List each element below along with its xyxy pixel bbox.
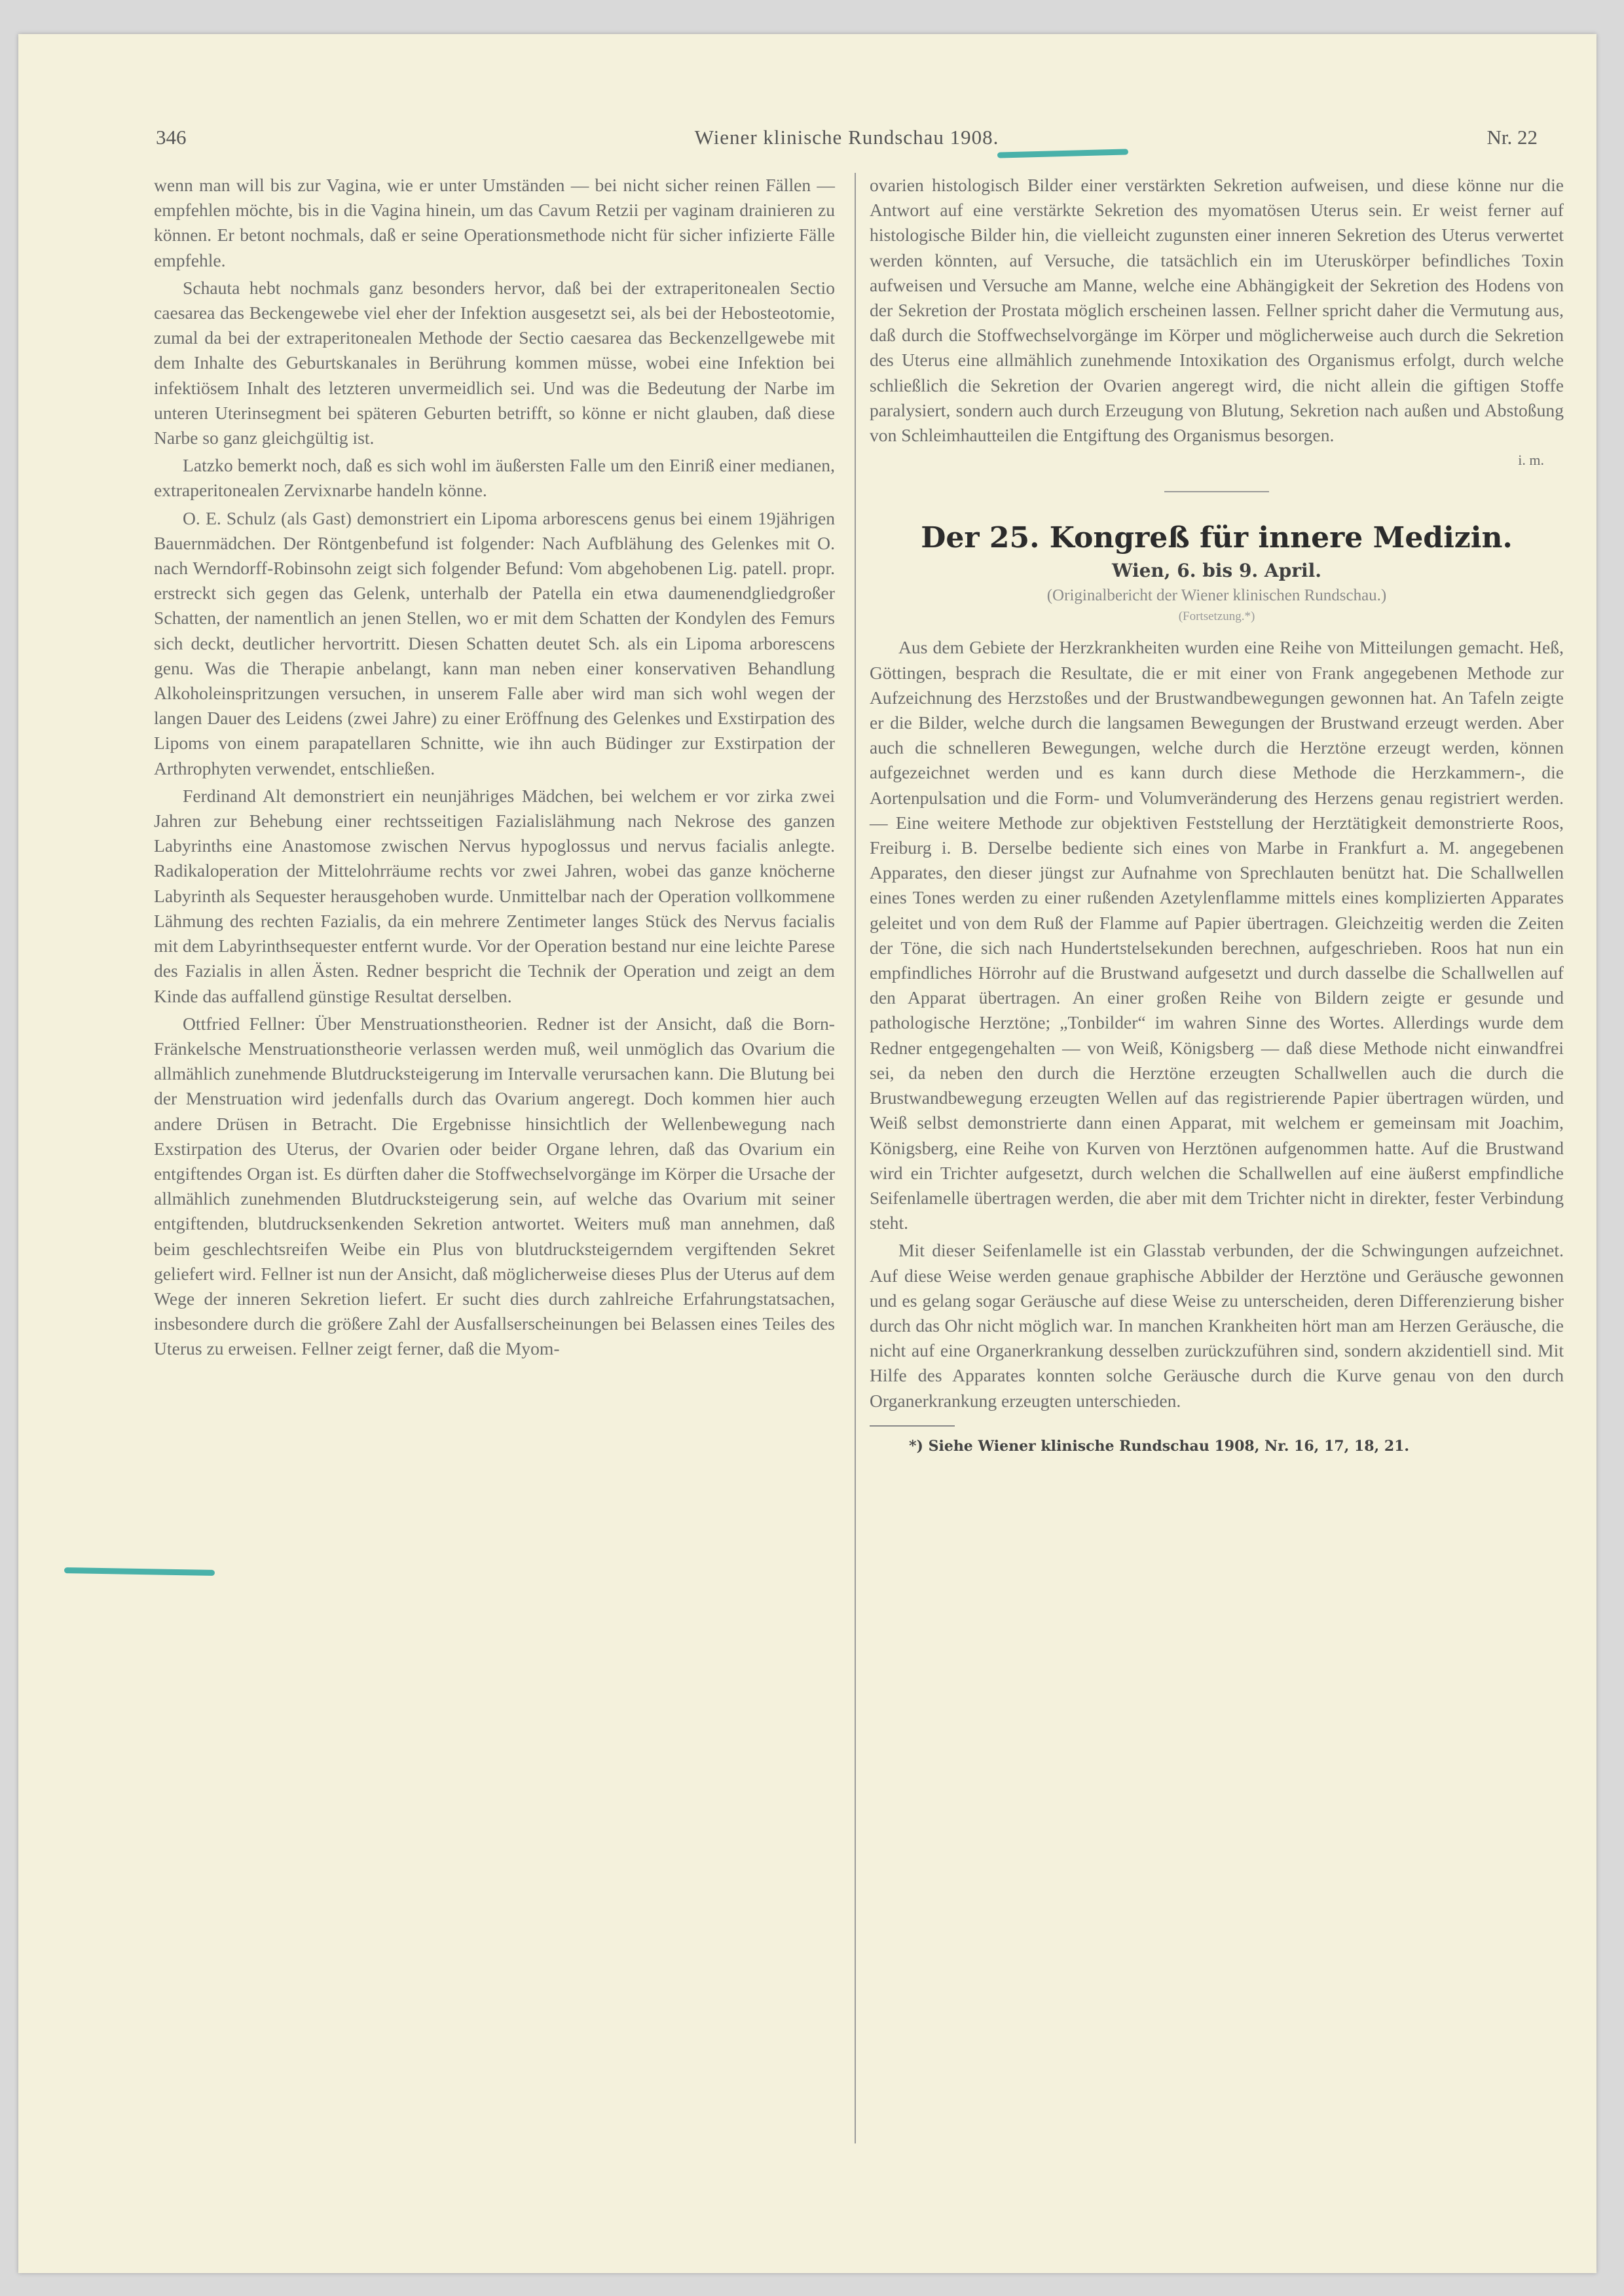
paragraph: O. E. Schulz (als Gast) demonstriert ein Lipoma arborescens genus bei einem 19jährigen Bauernmädchen. Der Röntgenbefund ist folgender: Nach Aufblähung des Gelenkes mit O. nach Werndorff-Robinsohn zeigt sich folgender Befund: Vom abgehobenen Lig. patell. propr. erstreckt sich gegen das Gelenk, unterhalb der Patella ein etwa daumenendgliedgroßer Schatten, der namentlich an jenen Stellen, wo er mit dem Schatten der Kondylen des Femurs sich deckt, deutlicher hervortritt. Diesen Schatten deutet Sch. als ein Lipoma arborescens genu. Was die Therapie anbelangt, kann man neben einer konservativen Behandlung Alkoholeinspritzungen versuchen, in unserem Falle aber wird man sich wohl wegen der langen Dauer des Leidens (zwei Jahre) zu einer Eröffnung des Gelenkes und Exstirpation des Lipoms von einem parapatellaren Schnitte, wie ihn auch Büdinger zur Exstirpation der Arthrophyten verwendet, entschließen.: [154, 507, 835, 778]
author-signature: i. m.: [1518, 452, 1544, 469]
section-rule: [1164, 491, 1269, 492]
highlighter-mark-fellner: [64, 1567, 215, 1576]
right-column: [870, 173, 1564, 1457]
left-column: [154, 173, 835, 1362]
paragraph: Schauta hebt nochmals ganz besonders hervor, daß bei der extraperitonealen Sectio caesarea das Beckengewebe viel eher der Infektion ausgesetzt sei, als bei der Hebosteotomie, zumal da bei der extraperitonealen Methode der Sectio caesarea das Beckenzellgewebe mit dem Inhalte des Geburtskanales in Berührung kommen müsse, wobei eine Infektion bei infektiösem Inhalt des letzteren unvermeidlich sei. Und was die Bedeutung der Narbe im unteren Uterinsegment bei späteren Geburten betrifft, so könne er nicht glauben, daß diese Narbe so ganz gleichgültig ist.: [154, 277, 835, 448]
newspaper-page: [18, 34, 1596, 2273]
paragraph: Ottfried Fellner: Über Menstruationstheorien. Redner ist der Ansicht, daß die Born-Fränkelsche Menstruationstheorie verlassen werden muß, weil unmöglich das Ovarium die allmählich zunehmende Blutdrucksteigerung im Intervalle verursachen kann. Die Blutung bei der Menstruation wird jedenfalls durch das Ovarium angeregt. Doch kommen hier auch andere Drüsen in Betracht. Die Ergebnisse hinsichtlich der Wellenbewegung nach Exstirpation des Uterus, der Ovarien oder beider Organe lehren, daß das Ovarium ein entgiftendes Organ ist. Es dürften daher die Stoffwechselvorgänge im Körper die Ursache der allmählich zunehmenden Blutdrucksteigerung sein, auf welche das Ovarium mit seiner entgiftenden, blutdrucksenkenden Sekretion antwortet. Weiters muß man annehmen, daß beim geschlechtsreifen Weibe ein Plus von blutdrucksteigerndem vergiftenden Sekret geliefert wird. Fellner ist nun der Ansicht, daß möglicherweise dieses Plus der Uterus auf dem Wege der inneren Sekretion liefert. Er sucht dies durch zahlreiche Erfahrungstatsachen, insbesondere durch die größere Zahl der Ausfallserscheinungen bei Belassen eines Teiles des Uterus zu erweisen. Fellner zeigt ferner, daß die Myom-: [154, 1013, 835, 1359]
footnote: *) Siehe Wiener klinische Rundschau 1908, Nr. 16, 17, 18, 21.: [909, 1437, 1410, 1455]
paragraph: Latzko bemerkt noch, daß es sich wohl im äußersten Falle um den Einriß einer medianen, extraperitonealen Zervixnarbe handeln könne.: [154, 455, 835, 501]
page-number: 346: [156, 126, 187, 149]
column-divider: [855, 173, 856, 2143]
article-title: Der 25. Kongreß für innere Medizin.: [921, 521, 1513, 555]
paragraph: Ferdinand Alt demonstriert ein neunjähriges Mädchen, bei welchem er vor zirka zwei Jahren zur Behebung einer rechtsseitigen Fazialislähmung nach Nekrose des ganzen Labyrinths eine Anastomose zwischen Nervus hypoglossus und nervus facialis anlegte. Radikaloperation der Mittelohrräume rechts vor zwei Jahren, wobei das ganze knöcherne Labyrinth als Sequester herausgehoben wurde. Unmittelbar nach der Operation vollkommene Lähmung des rechten Fazialis, da ein mehrere Zentimeter langes Stück des Nervus facialis mit dem Labyrinthsequester entfernt wurde. Vor der Operation bestand nur eine leichte Parese des Fazialis in allen Ästen. Redner bespricht die Technik der Operation und zeigt an dem Kinde das auffallend günstige Resultat derselben.: [154, 785, 835, 1006]
paragraph: Aus dem Gebiete der Herzkrankheiten wurden eine Reihe von Mitteilungen gemacht. Heß, Göttingen, besprach die Resultate, die er mit einer von Frank angegebenen Methode zur Aufzeichnung des Herzstoßes und der Brustwandbewegungen gewonnen hat. An Tafeln zeigte er die Bilder, welche durch die langsamen Bewegungen der Brustwand erzeugt werden. Aber auch die schnelleren Bewegungen, welche durch die Herztöne erzeugt werden, können aufgezeichnet werden und es kann durch diese Methode die Herzkammern-, die Aortenpulsation und die Form- und Volumveränderung des Herzens genau registriert werden. — Eine weitere Methode zur objektiven Feststellung der Herztätigkeit demonstrierte Roos, Freiburg i. B. Derselbe bediente sich eines von Marbe in Frankfurt a. M. angegebenen Apparates, den dieser jüngst zur Aufnahme von Sprechlauten benützt hat. Die Schallwellen eines Tones werden zu einer rußenden Azetylenflamme mittels eines komplizierten Apparates geleitet und von dem Ruß der Flamme auf Papier übertragen. Gleichzeitig werden die Zeiten der Töne, die sich nach Hundertstelsekunden berechnen, aufgeschrieben. Roos hat nun ein empfindliches Hörrohr auf die Brustwand aufgesetzt und durch dasselbe die Schallwellen auf den Apparat übertragen. An einer großen Reihe von Bildern zeigte er gesunde und pathologische Herztöne; „Tonbilder“ im wahren Sinne des Wortes. Allerdings wurde dem Redner entgegengehalten — von Weiß, Königsberg — daß diese Methode nicht einwandfrei sei, da neben den durch die Herztöne erzeugten Schallwellen auch die durch die Brustwandbewegung erzeugten Wellen auf das registrierende Papier übertragen würden, und Weiß selbst demonstrierte dann einen Apparat, mit welchem er gemeinsam mit Joachim, Königsberg, eine Reihe von Kurven von Herztönen aufgenommen hatte. Auf die Brustwand wird ein Trichter aufgesetzt, durch welchen die Schallwellen auf eine äußerst empfindliche Seifenlamelle übertragen werden, die aber mit dem Trichter nicht in direkter, fester Verbindung steht.: [870, 637, 1564, 1233]
article-subtitle: Wien, 6. bis 9. April.: [1111, 560, 1322, 582]
footnote-rule: [870, 1425, 955, 1427]
paragraph: Mit dieser Seifenlamelle ist ein Glasstab verbunden, der die Schwingungen aufzeichnet. Auf diese Weise werden genaue graphische Abbilder der Herztöne und Geräusche gewonnen und es gelang sogar Geräusche auf diese Weise zu unterscheiden, deren Differenzierung bisher durch das Ohr nicht möglich war. In manchen Krankheiten hört man am Herzen Geräusche, die nicht auf eine Organerkrankung desselben zurückzuführen sind, sondern akzidentiell sind. Mit Hilfe des Apparates konnten solche Geräusche durch die Kurve genau von den durch Organerkrankung erzeugten unterschieden.: [870, 1240, 1564, 1411]
article-continuation: (Fortsetzung.*): [1178, 610, 1255, 624]
page-header: [156, 126, 1538, 158]
paragraph: ovarien histologisch Bilder einer verstärkten Sekretion aufweisen, und diese könne nur die Antwort auf eine verstärkte Sekretion des myomatösen Uterus sein. Er weist ferner auf histologische Bilder hin, die vielleicht zugunsten einer inneren Sekretion des Uterus verwertet werden könnten, auf Versuche, die tatsächlich ein im Uteruskörper befindliches Toxin aufweisen und Versuche am Manne, welche eine Abhängigkeit der Sekretion des Hodens von der Sekretion der Prostata möglich erscheinen lassen. Fellner spricht daher die Vermutung aus, daß durch die Stoffwechselvorgänge im Körper und möglicherweise auch durch die Sekretion des Uterus eine allmählich zunehmende Intoxikation des Organismus erfolgt, durch welche schließlich die Sekretion der Ovarien angeregt wird, die nicht allein die giftigen Stoffe paralysiert, sondern auch durch Erzeugung von Blutung, Sekretion nach außen und Abstoßung von Schleimhautteilen die Entgiftung des Organismus besorgen.: [870, 175, 1564, 446]
paragraph: wenn man will bis zur Vagina, wie er unter Umständen — bei nicht sicher reinen Fällen — empfehlen möchte, bis in die Vagina hinein, um das Cavum Retzii per vaginam drainieren zu können. Er betont nochmals, daß er seine Operationsmethode nicht für sicher infizierte Fälle empfehle.: [154, 175, 835, 270]
journal-title: Wiener klinische Rundschau 1908.: [694, 126, 999, 149]
issue-number: Nr. 22: [1486, 126, 1538, 149]
article-origin: (Originalbericht der Wiener klinischen Rundschau.): [1046, 587, 1387, 605]
